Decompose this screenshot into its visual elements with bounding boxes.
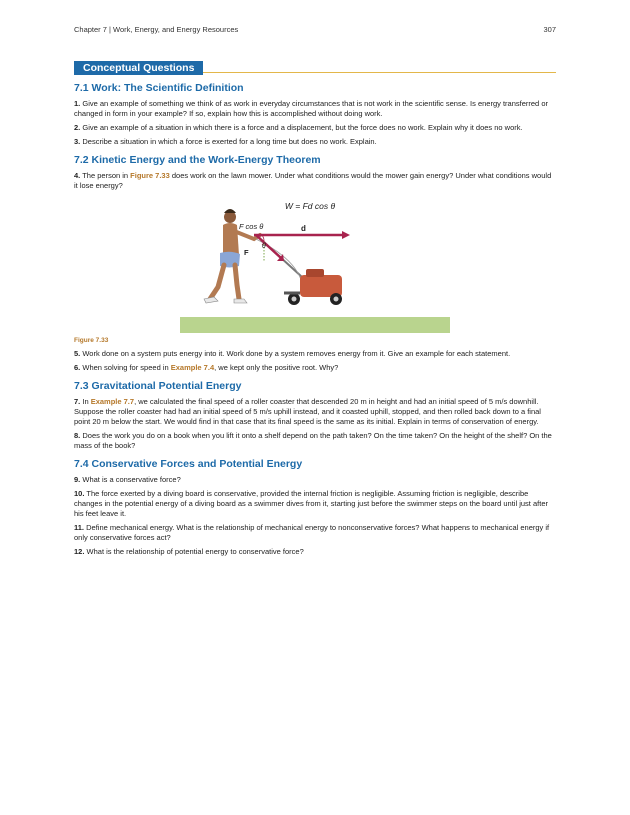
question-number: 7. [74, 397, 81, 406]
question-text: In [82, 397, 91, 406]
question-9 [74, 475, 556, 485]
section-7-3 [74, 380, 556, 451]
question-7 [74, 397, 556, 427]
question-text: The force exerted by a diving board is conservative, provided the internal friction is negligible. Assuming friction is negligible, describe changes in the potential energy of a diving board as a swimmer dives from it, starting just before the swimmer steps on the board until just after his feet leave it. [74, 489, 548, 518]
question-number: 3. [74, 137, 81, 146]
question-text: Work done on a system puts energy into it. Work done by a system removes energy from it. Give an example for each statement. [82, 349, 511, 358]
question-number: 11. [74, 523, 85, 532]
question-number: 2. [74, 123, 81, 132]
question-text: When solving for speed in [82, 363, 171, 372]
question-text: Give an example of something we think of as work in everyday circumstances that is not work in the scientific sense. Is energy transferred or changed in form in your example? If so, explain how this is accomplished without doing work. [74, 99, 548, 118]
f-label: F [244, 248, 249, 257]
lawn-mower-figure [74, 195, 556, 335]
section-7-4 [74, 458, 556, 557]
question-text: The person in [82, 171, 131, 180]
page-header [74, 25, 556, 34]
section-heading: 7.3 Gravitational Potential Energy [74, 380, 242, 392]
question-8 [74, 431, 556, 451]
question-number: 1. [74, 99, 81, 108]
force-arrow [256, 235, 281, 258]
chapter-title: Chapter 7 | Work, Energy, and Energy Resources [74, 25, 239, 34]
theta-label: θ [262, 243, 266, 250]
question-5 [74, 349, 556, 359]
question-number: 4. [74, 171, 81, 180]
question-11 [74, 523, 556, 543]
arrowhead [342, 231, 350, 239]
example-link[interactable]: Example 7.4 [170, 363, 215, 372]
question-text: Describe a situation in which a force is exerted for a long time but does no work. Explain. [82, 137, 377, 146]
question-number: 8. [74, 431, 81, 440]
section-heading: 7.1 Work: The Scientific Definition [74, 82, 244, 94]
question-text: What is a conservative force? [82, 475, 181, 484]
lawn-mower [284, 269, 342, 305]
banner-label: Conceptual Questions [74, 61, 203, 75]
fcos-label: F cos θ [239, 222, 264, 231]
grass-ground [180, 317, 450, 333]
question-text: , we calculated the final speed of a roller coaster that descended 20 m in height and had an initial speed of 5 m/s downhill. Suppose the roller coaster had had an initial speed of 5 m/s uphill instead, and it coasted uphill, stopped, and then rolled back down to a final point 20 m below the start. We would find in that case that its final speed is the same as its initial. Explain in terms of conservation of energy. [74, 397, 541, 426]
question-text: What is the relationship of potential energy to conservative force? [86, 547, 304, 556]
page-number: 307 [543, 25, 556, 34]
question-number: 10. [74, 489, 85, 498]
example-link[interactable]: Example 7.7 [90, 397, 135, 406]
section-banner [74, 58, 556, 73]
section-heading: 7.2 Kinetic Energy and the Work-Energy Theorem [74, 154, 321, 166]
question-10 [74, 489, 556, 519]
lawn-mower-illustration [74, 195, 556, 335]
question-text: Give an example of a situation in which there is a force and a displacement, but the force does no work. Explain why it does no work. [82, 123, 523, 132]
page-content [74, 82, 556, 564]
question-number: 9. [74, 475, 81, 484]
question-1 [74, 99, 556, 119]
figure-caption: Figure 7.33 [74, 337, 109, 344]
question-4 [74, 171, 556, 191]
figure-link[interactable]: Figure 7.33 [130, 171, 170, 180]
question-6 [74, 363, 556, 373]
question-12 [74, 547, 556, 557]
question-2 [74, 123, 556, 133]
question-text: Define mechanical energy. What is the relationship of mechanical energy to nonconservative forces? What happens to mechanical energy if only conservative forces act? [74, 523, 550, 542]
question-text: Does the work you do on a book when you lift it onto a shelf depend on the path taken? On the time taken? On the height of the shelf? On the mass of the book? [74, 431, 552, 450]
question-text: does work on the lawn mower. Under what conditions would the mower gain energy? Under what conditions would it lose energy? [74, 171, 552, 190]
d-label: d [301, 224, 306, 233]
question-number: 6. [74, 363, 81, 372]
question-number: 5. [74, 349, 81, 358]
section-heading: 7.4 Conservative Forces and Potential Energy [74, 458, 303, 470]
question-text: , we kept only the positive root. Why? [214, 363, 339, 372]
question-3 [74, 137, 556, 147]
work-equation: W = Fd cos θ [284, 201, 336, 211]
section-7-1 [74, 82, 556, 147]
question-number: 12. [74, 547, 85, 556]
section-7-2 [74, 154, 556, 373]
